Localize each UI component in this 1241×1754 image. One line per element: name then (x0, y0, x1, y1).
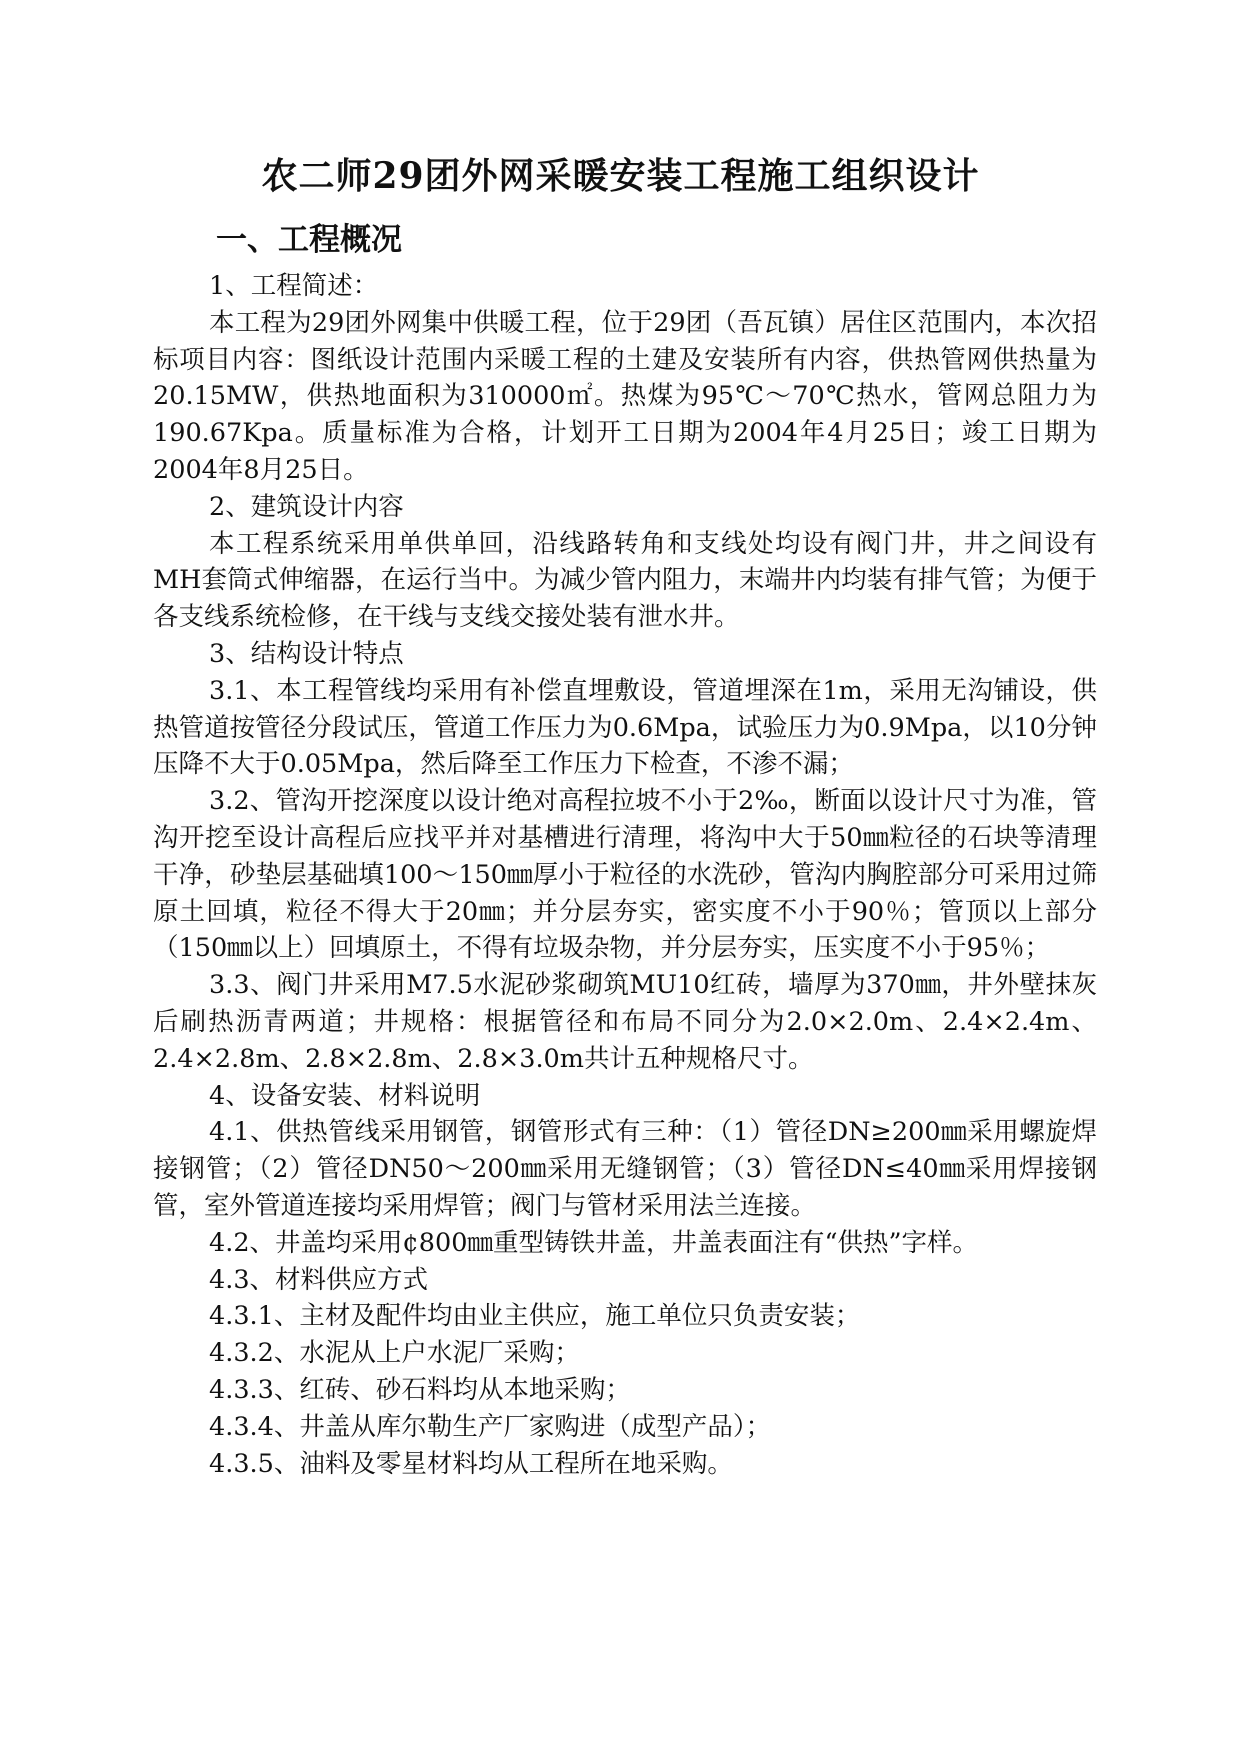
document-title: 农二师29团外网采暖安装工程施工组织设计 (261, 155, 980, 197)
paragraph-equipment-4-2: 4.2、井盖均采用¢800㎜重型铸铁井盖，井盖表面注有“供热”字样。 (209, 1227, 979, 1258)
subheading-project-summary: 1、工程简述： (209, 271, 379, 301)
paragraph-equipment-4-1: 4.1、供热管线采用钢管，钢管形式有三种：（1）管径DN≥200㎜采用螺旋焊接钢管；（2）管径DN50～200㎜采用无缝钢管；（3）管径DN≤40㎜采用焊接钢管，室外管道连接均采用焊管；阀门与管材采用法兰连接。 (153, 1117, 1097, 1221)
paragraph-project-summary: 本工程为29团外网集中供暖工程，位于29团（吾瓦镇）居住区范围内，本次招标项目内容：图纸设计范围内采暖工程的土建及安装所有内容，供热管网供热量为20.15MW，供热地面积为310000㎡。热煤为95℃～70℃热水，管网总阻力为190.67Kpa。质量标准为合格，计划开工日期为2004年4月25日；竣工日期为2004年8月25日。 (153, 307, 1097, 485)
list-item-material-4-3-5: 4.3.5、油料及零星材料均从工程所在地采购。 (209, 1448, 733, 1479)
list-item-material-4-3-4: 4.3.4、井盖从库尔勒生产厂家购进（成型产品）； (209, 1411, 772, 1442)
document-body (153, 268, 1097, 1482)
subheading-material-supply: 4.3、材料供应方式 (209, 1264, 429, 1295)
paragraph-structure-3-3: 3.3、阀门井采用M7.5水泥砂浆砌筑MU10红砖，墙厚为370㎜，井外壁抹灰后刷热沥青两道；井规格：根据管径和布局不同分为2.0×2.0m、2.4×2.4m、2.4×2.8m、2.8×2.8m、2.8×3.0m共计五种规格尺寸。 (153, 970, 1097, 1074)
paragraph-design-content: 本工程系统采用单供单回，沿线路转角和支线处均设有阀门井，井之间设有MH套筒式伸缩器，在运行当中。为减少管内阻力，末端井内均装有排气管；为便于各支线系统检修，在干线与支线交接处装有泄水井。 (153, 528, 1097, 633)
subheading-design-content: 2、建筑设计内容 (209, 491, 404, 522)
list-item-material-4-3-1: 4.3.1、主材及配件均由业主供应，施工单位只负责安装； (209, 1301, 861, 1332)
paragraph-structure-3-1: 3.1、本工程管线均采用有补偿直埋敷设，管道埋深在1m，采用无沟铺设，供热管道按管径分段试压，管道工作压力为0.6Mpa，试验压力为0.9Mpa，以10分钟压降不大于0.05Mpa，然后降至工作压力下检查，不渗不漏； (153, 675, 1097, 780)
subheading-equipment: 4、设备安装、材料说明 (209, 1080, 481, 1111)
list-item-material-4-3-3: 4.3.3、红砖、砂石料均从本地采购； (209, 1374, 631, 1405)
paragraph-structure-3-2: 3.2、管沟开挖深度以设计绝对高程拉坡不小于2‰，断面以设计尺寸为准，管沟开挖至设计高程后应找平并对基槽进行清理，将沟中大于50㎜粒径的石块等清理干净，砂垫层基础填100～150㎜厚小于粒径的水洗砂，管沟内胸腔部分可采用过筛原土回填，粒径不得大于20㎜；并分层夯实，密实度不小于90％；管顶以上部分（150㎜以上）回填原土，不得有垃圾杂物，并分层夯实，压实度不小于95％； (153, 786, 1097, 964)
list-item-material-4-3-2: 4.3.2、水泥从上户水泥厂采购； (209, 1338, 580, 1369)
subheading-structure: 3、结构设计特点 (209, 638, 404, 669)
section-heading: 一、工程概况 (216, 222, 402, 258)
